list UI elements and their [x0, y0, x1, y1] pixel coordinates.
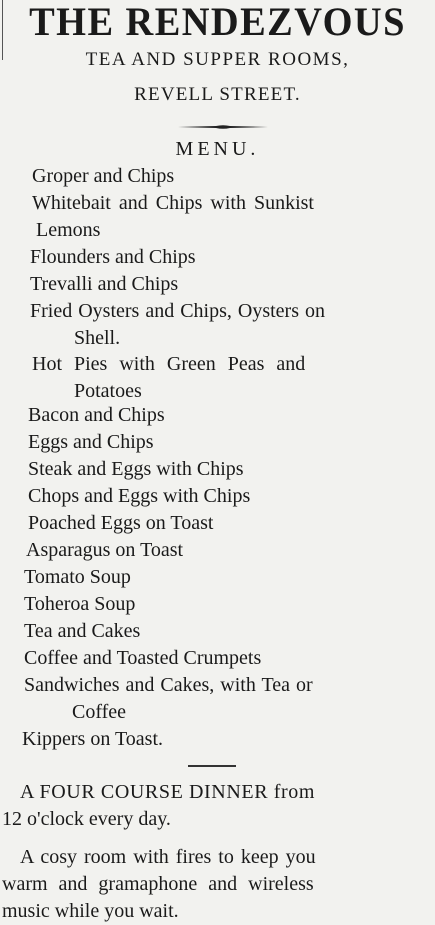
menu-item: [28, 402, 165, 429]
menu-item-continuation: Potatoes: [74, 380, 142, 402]
menu-item-text: Groper and Chips: [32, 165, 175, 187]
menu-item-text: Asparagus on Toast: [26, 539, 184, 561]
menu-item: [24, 591, 135, 618]
menu-heading: MENU.: [175, 138, 260, 160]
menu-item: [30, 244, 196, 271]
menu-item-text: Sandwiches and Cakes, with Tea or: [24, 674, 313, 696]
menu-item: [30, 271, 178, 298]
menu-item: [28, 510, 213, 537]
menu-item-text: Poached Eggs on Toast: [28, 512, 214, 534]
room-description: [0, 844, 435, 925]
menu-item: [32, 190, 314, 244]
menu-item-text: Trevalli and Chips: [30, 273, 179, 295]
menu-item: [32, 351, 305, 405]
menu-item-continuation: Lemons: [36, 219, 101, 241]
menu-item-text: Whitebait and Chips with Sunkist: [32, 192, 314, 214]
menu-item: [24, 672, 313, 726]
menu-item: [26, 537, 183, 564]
menu-item-text: Flounders and Chips: [30, 246, 196, 268]
ornamental-divider: [178, 125, 268, 129]
section-divider: [188, 765, 236, 767]
menu-item-text: Toheroa Soup: [24, 593, 136, 615]
menu-item: [32, 163, 174, 190]
dinner-line: A FOUR COURSE DINNER from: [20, 781, 316, 803]
description-line: music while you wait.: [2, 900, 179, 922]
menu-item: [28, 429, 154, 456]
menu-item-text: Bacon and Chips: [28, 404, 165, 426]
menu-item: [24, 618, 140, 645]
menu-item-text: Tea and Cakes: [24, 620, 141, 642]
menu-item-text: Chops and Eggs with Chips: [28, 485, 251, 507]
menu-item-continuation: Coffee: [72, 701, 127, 723]
menu-item-text: Kippers on Toast.: [22, 728, 163, 750]
business-name: THE RENDEZVOUS: [29, 0, 406, 44]
menu-item-text: Fried Oysters and Chips, Oysters on: [30, 300, 325, 322]
business-address: REVELL STREET.: [134, 84, 301, 105]
menu-item-text: Steak and Eggs with Chips: [28, 458, 244, 480]
menu-item-text: Coffee and Toasted Crumpets: [24, 647, 262, 669]
menu-item: [22, 726, 163, 753]
menu-item-text: Eggs and Chips: [28, 431, 154, 453]
menu-item: [24, 645, 261, 672]
menu-item: [28, 483, 250, 510]
dinner-notice: [0, 779, 435, 833]
description-line: A cosy room with fires to keep you: [20, 846, 316, 868]
menu-item: [30, 298, 325, 352]
menu-item: [28, 456, 244, 483]
description-line: warm and gramaphone and wireless: [2, 873, 314, 895]
menu-item: [24, 564, 131, 591]
business-subtitle: TEA AND SUPPER ROOMS,: [85, 49, 350, 70]
dinner-line: 12 o'clock every day.: [2, 808, 171, 830]
menu-item-continuation: Shell.: [74, 327, 121, 349]
menu-item-text: Hot Pies with Green Peas and: [32, 353, 306, 375]
menu-item-text: Tomato Soup: [24, 566, 131, 588]
